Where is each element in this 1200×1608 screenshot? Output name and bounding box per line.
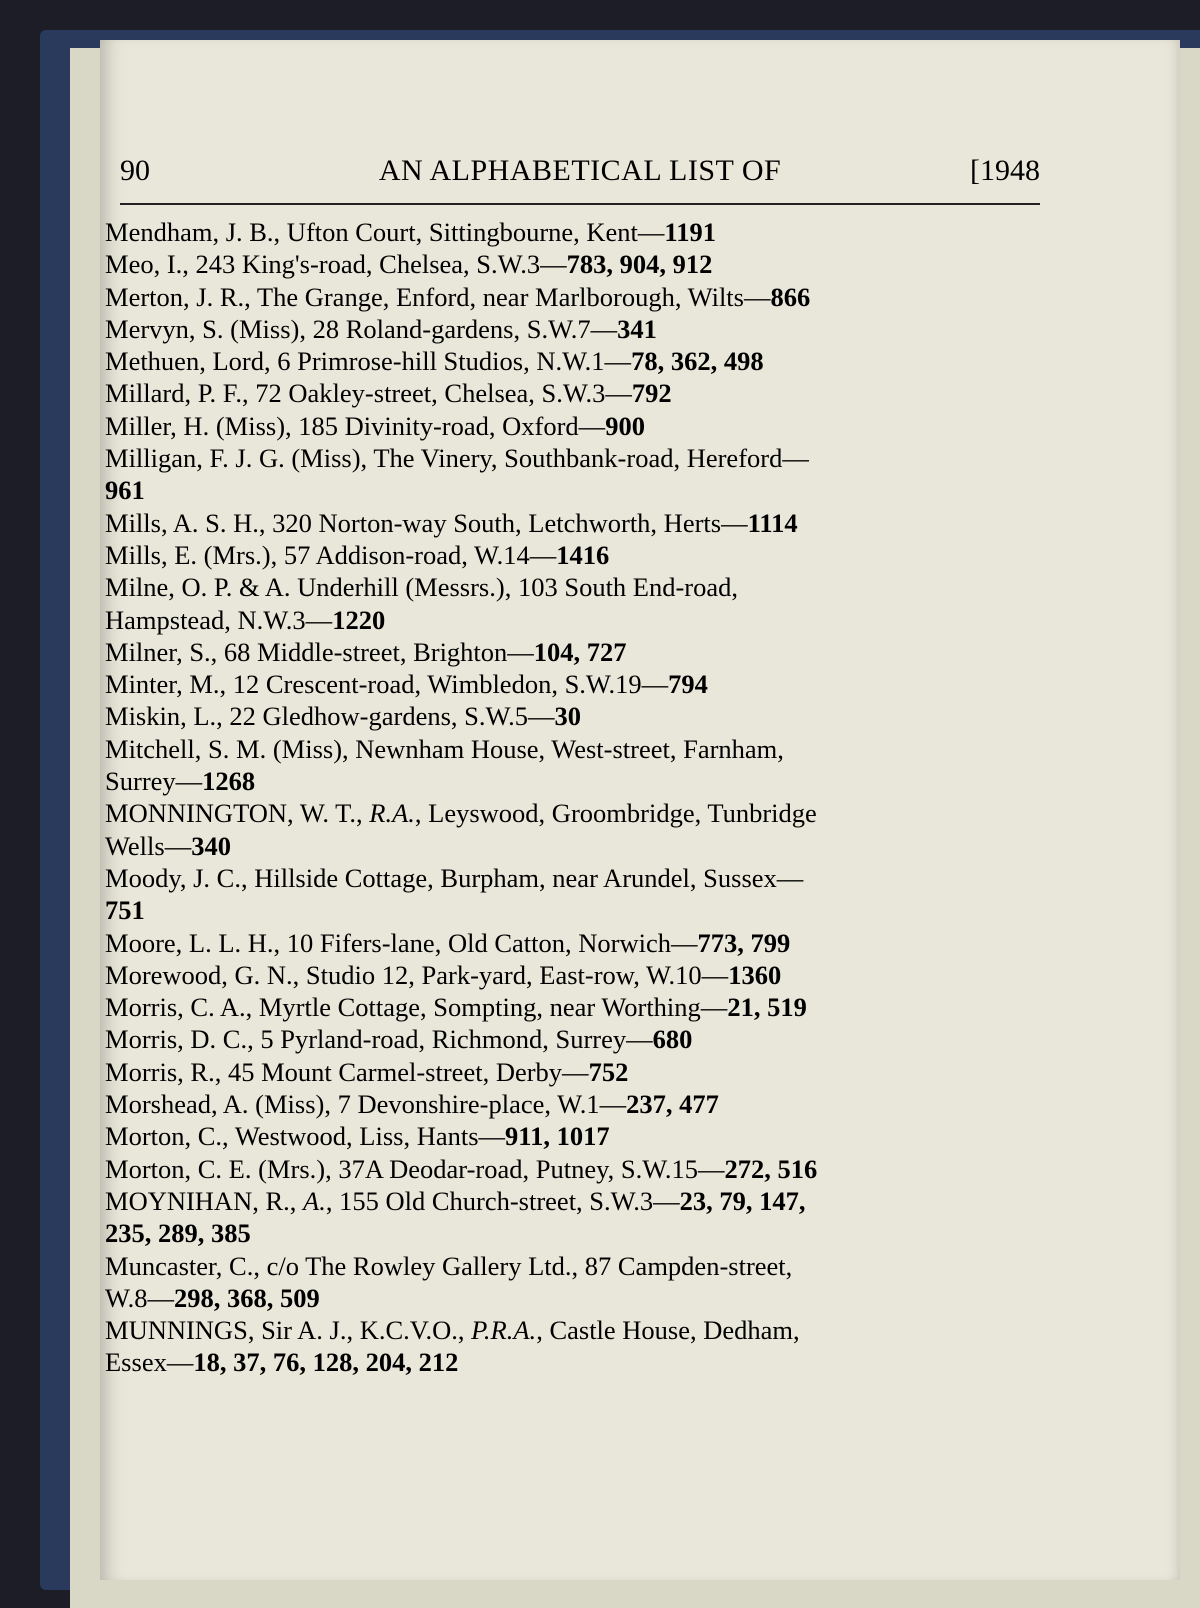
list-item: Mills, A. S. H., 320 Norton-way South, Letchworth, Herts—1114: [105, 507, 798, 538]
list-item: Milner, S., 68 Middle-street, Brighton—104, 727: [105, 636, 627, 667]
header-rule: [120, 203, 1040, 205]
list-item: Mervyn, S. (Miss), 28 Roland-gardens, S.W.7—341: [105, 313, 657, 344]
list-item: Moore, L. L. H., 10 Fifers-lane, Old Catton, Norwich—773, 799: [105, 927, 791, 958]
list-item: Miskin, L., 22 Gledhow-gardens, S.W.5—30: [105, 701, 581, 732]
entry-list: [105, 216, 1045, 1379]
page-title: AN ALPHABETICAL LIST OF: [378, 154, 782, 187]
list-item: Miller, H. (Miss), 185 Divinity-road, Oxford—900: [105, 410, 645, 441]
list-item: MOYNIHAN, R., A., 155 Old Church-street, S.W.3—23, 79, 147, 235, 289, 385: [105, 1185, 806, 1249]
list-item: Mills, E. (Mrs.), 57 Addison-road, W.14—1416: [105, 539, 610, 570]
list-item: Morewood, G. N., Studio 12, Park-yard, East-row, W.10—1360: [105, 959, 782, 990]
list-item: Muncaster, C., c/o The Rowley Gallery Ltd., 87 Campden-street, W.8—298, 368, 509: [105, 1250, 793, 1313]
list-item: Morris, C. A., Myrtle Cottage, Sompting, near Worthing—21, 519: [105, 992, 807, 1023]
list-item: Moody, J. C., Hillside Cottage, Burpham, near Arundel, Sussex— 751: [105, 862, 804, 926]
list-item: Methuen, Lord, 6 Primrose-hill Studios, N.W.1—78, 362, 498: [105, 346, 764, 377]
header-year: [1948: [970, 154, 1040, 187]
list-item: Morton, C., Westwood, Liss, Hants—911, 1017: [105, 1121, 610, 1152]
list-item: Mitchell, S. M. (Miss), Newnham House, West-street, Farnham, Surrey—1268: [105, 733, 784, 797]
list-item: Merton, J. R., The Grange, Enford, near Marlborough, Wilts—866: [105, 281, 811, 312]
running-header: [120, 150, 1040, 200]
page-number: 90: [120, 154, 150, 187]
list-item: Mendham, J. B., Ufton Court, Sittingbourne, Kent—1191: [105, 217, 716, 247]
list-item: Meo, I., 243 King's-road, Chelsea, S.W.3—783, 904, 912: [105, 249, 713, 280]
list-item: Morshead, A. (Miss), 7 Devonshire-place, W.1—237, 477: [105, 1089, 719, 1120]
list-item: MONNINGTON, W. T., R.A., Leyswood, Groombridge, Tunbridge Wells—340: [105, 798, 817, 861]
list-item: Morris, D. C., 5 Pyrland-road, Richmond, Surrey—680: [105, 1024, 693, 1055]
list-item: Minter, M., 12 Crescent-road, Wimbledon, S.W.19—794: [105, 669, 708, 700]
list-item: MUNNINGS, Sir A. J., K.C.V.O., P.R.A., Castle House, Dedham, Essex—18, 37, 76, 128, 204, 212: [105, 1315, 800, 1378]
list-item: Milligan, F. J. G. (Miss), The Vinery, Southbank-road, Hereford— 961: [105, 443, 809, 506]
list-item: Millard, P. F., 72 Oakley-street, Chelsea, S.W.3—792: [105, 378, 672, 409]
list-item: Milne, O. P. & A. Underhill (Messrs.), 103 South End-road, Hampstead, N.W.3—1220: [105, 572, 739, 635]
list-item: Morris, R., 45 Mount Carmel-street, Derby—752: [105, 1056, 629, 1087]
list-item: Morton, C. E. (Mrs.), 37A Deodar-road, Putney, S.W.15—272, 516: [105, 1153, 818, 1184]
